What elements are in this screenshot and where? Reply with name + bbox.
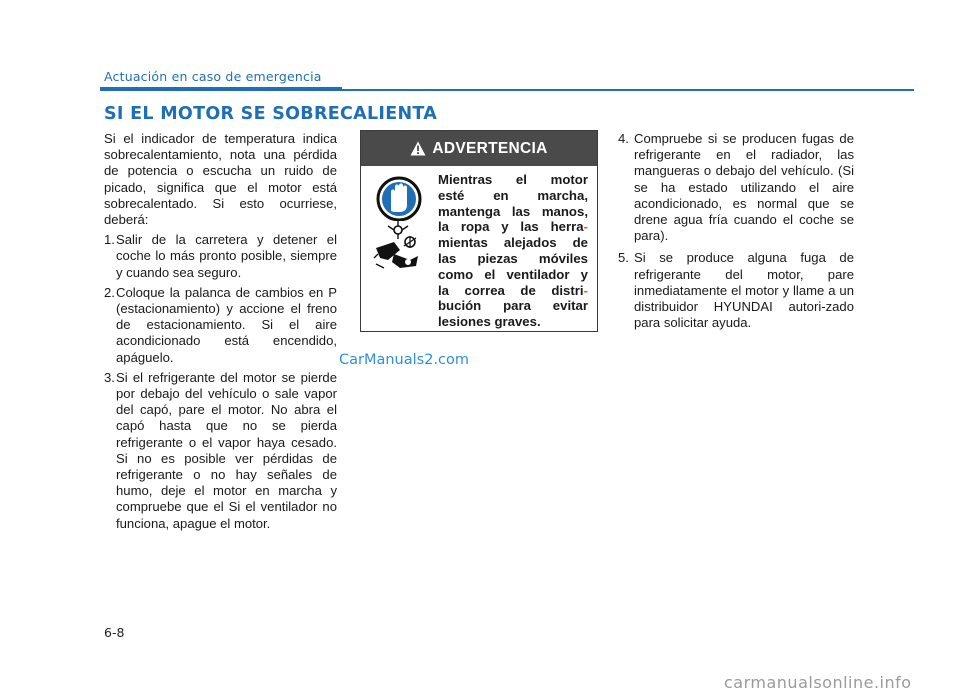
list-item — [104, 232, 337, 281]
left-column — [104, 131, 337, 532]
footer-watermark: carmanualsonline.info — [724, 673, 912, 692]
right-column — [618, 131, 854, 331]
warning-line: mantenga las manos, — [438, 203, 588, 219]
warning-line: bución para evitar — [438, 298, 588, 314]
hyphen-mark: - — [583, 219, 588, 235]
hyphen-mark: - — [583, 282, 588, 298]
warning-label: ADVERTENCIA — [432, 139, 548, 157]
warning-line: las piezas móviles — [438, 250, 588, 266]
list-number: 3. — [104, 369, 115, 385]
warning-line: lesiones graves. — [438, 314, 541, 330]
list-number: 4. — [618, 131, 629, 146]
list-text: Si se produce alguna fuga de refrigerante del motor, pare inmediatamente el motor y llame a un distribuidor HYUNDAI autori-zado para solicitar ayuda. — [634, 250, 854, 331]
warning-line: la correa de distri- — [438, 282, 588, 298]
list-text: Coloque la palanca de cambios en P (estacionamiento) y accione el freno de estacionamiento. Si el aire acondicionado está encendido, apáguelo. — [116, 284, 337, 365]
warning-line: como el ventilador y — [438, 266, 588, 282]
page-title: SI EL MOTOR SE SOBRECALIENTA — [104, 104, 438, 124]
warning-line: la ropa y las herra- — [438, 219, 588, 235]
header-rule-accent — [100, 87, 342, 91]
intro-paragraph: Si el indicador de temperatura indica sobrecalentamiento, nota una pérdida de potencia o escucha un ruido de picado, significa que el motor está sobrecalentado. Si esto ocurriese, deberá: — [104, 131, 337, 228]
warning-triangle-icon — [410, 141, 426, 156]
list-text: Compruebe si se producen fugas de refrigerante en el radiador, las mangueras o debajo del vehículo. (Si se ha estado utilizando el aire acondicionado, es normal que se drene agua fría cuando el coche se para). — [634, 131, 854, 244]
list-item — [104, 285, 337, 366]
warning-text — [438, 172, 588, 330]
warning-line: mientas alejados de — [438, 235, 588, 251]
list-text: Salir de la carretera y detener el coche lo más pronto posible, siempre y cuando sea seguro. — [116, 232, 337, 280]
list-number: 2. — [104, 284, 115, 300]
list-number: 5. — [618, 250, 629, 266]
warning-line: Mientras el motor — [438, 172, 588, 187]
fan-belt-hazard-icon — [370, 220, 430, 275]
list-number: 1. — [104, 232, 115, 248]
section-label: Actuación en caso de emergencia — [104, 69, 322, 84]
list-item — [104, 370, 337, 532]
warning-header — [361, 131, 597, 166]
list-text: Si el refrigerante del motor se pierde por debajo del vehículo o sale vapor del capó, pare el motor. No abra el capó hasta que no se pierda refrigerante o el vapor haya cesado. Si no es posible ver pérdidas de refrigerante o no hay señales de humo, deje el motor en marcha y compruebe que el Si el ventilador no funciona, apague el motor. — [116, 369, 337, 531]
warning-line: esté en marcha, — [438, 187, 588, 203]
page-number: 6-8 — [104, 625, 125, 640]
list-item — [618, 131, 854, 244]
watermark-link[interactable]: CarManuals2.com — [339, 352, 470, 368]
header-rule — [342, 89, 914, 91]
list-item — [618, 250, 854, 331]
